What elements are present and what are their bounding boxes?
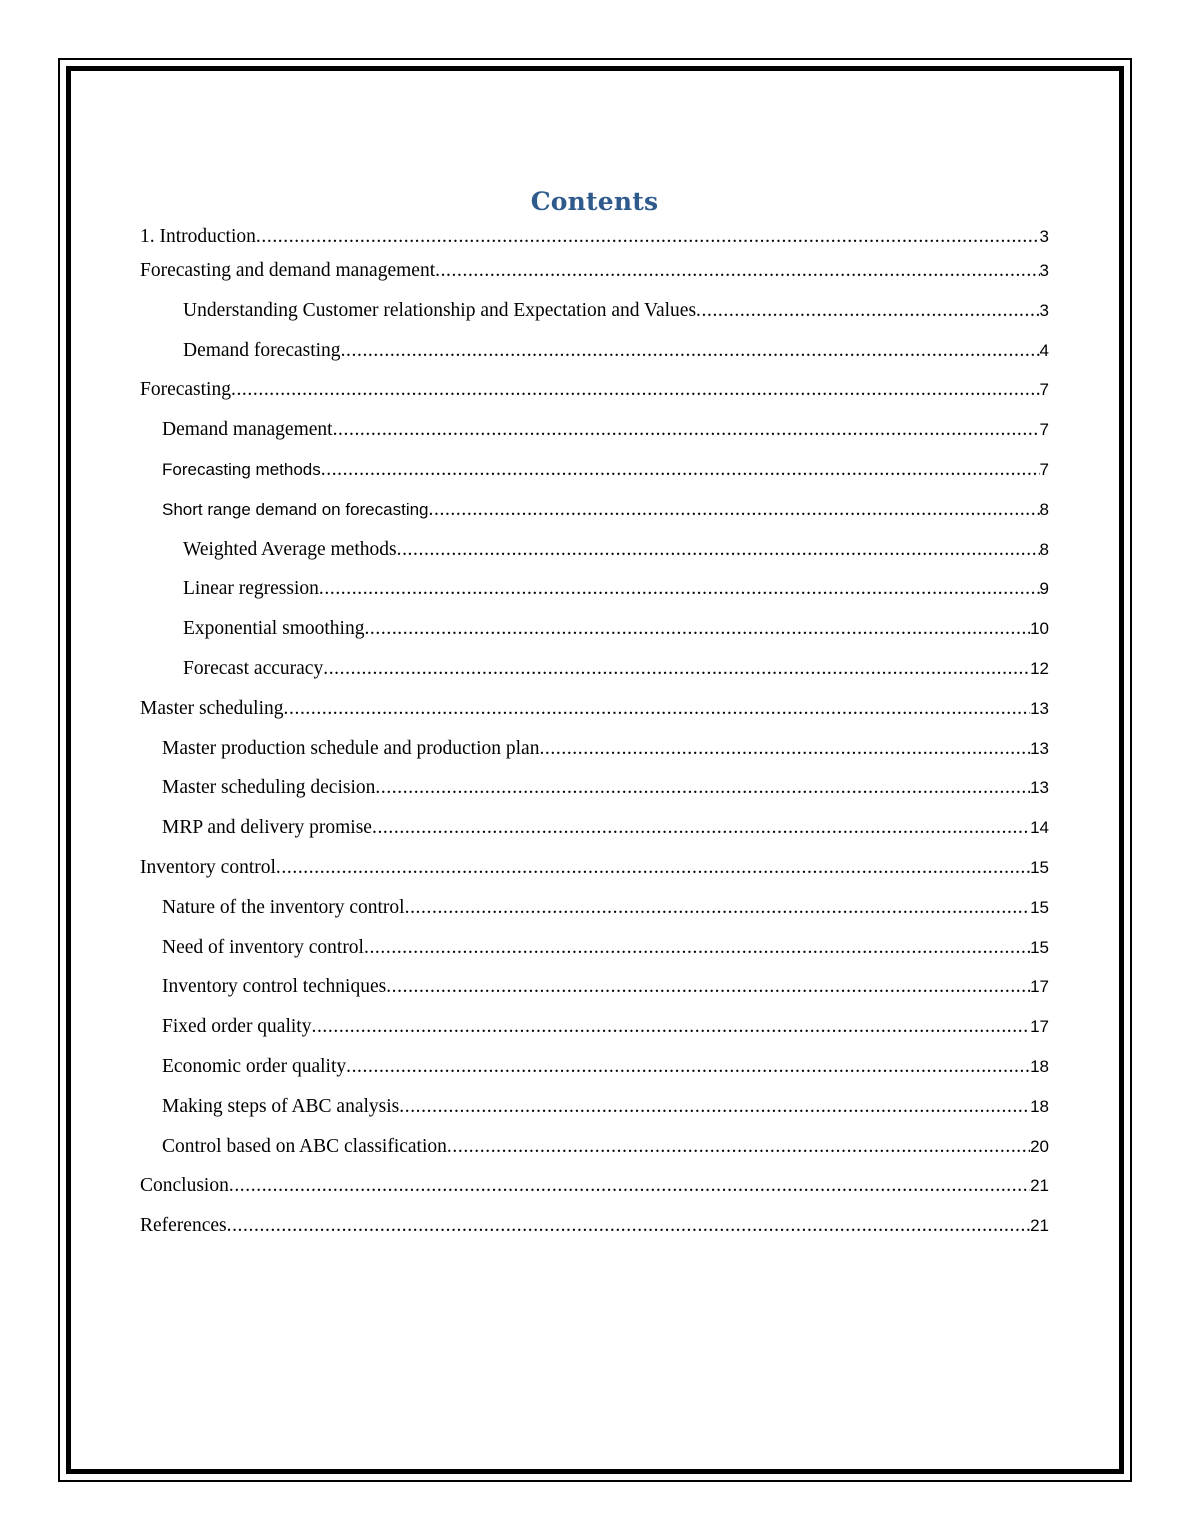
toc-entry-page-number: 15 [1030,897,1049,917]
toc-entry[interactable] [140,614,1049,654]
toc-dot-leader [386,972,1030,1002]
toc-dot-leader [284,694,1031,724]
toc-entry-page-number: 7 [1039,420,1049,440]
toc-entry-text: Forecast accuracy [183,657,324,679]
toc-dot-leader [397,535,1040,565]
toc-dot-leader [696,296,1040,326]
toc-entry-text: Conclusion [140,1175,229,1197]
toc-entry[interactable] [140,222,1049,256]
toc-entry-text: MRP and delivery promise [162,817,372,839]
toc-entry-page-number: 17 [1030,1017,1049,1037]
toc-entry-page-number: 7 [1039,459,1049,479]
toc-entry-page-number: 14 [1030,818,1049,838]
toc-dot-leader [447,1132,1030,1162]
toc-entry[interactable] [140,495,1049,535]
toc-entry-text: Understanding Customer relationship and Expectation and Values [183,299,697,321]
toc-entry-text: Inventory control [140,856,276,878]
toc-entry-text: 1. Introduction [140,226,256,247]
toc-entry-text: Nature of the inventory control [162,896,405,918]
toc-entry-text: Exponential smoothing [183,618,365,640]
toc-entry-page-number: 10 [1030,619,1049,639]
toc-entry[interactable] [140,256,1049,296]
toc-dot-leader [333,415,1040,445]
toc-dot-leader [429,495,1040,525]
toc-dot-leader [364,933,1030,963]
toc-entry-text: Master scheduling decision [162,777,376,799]
toc-entry-text: Weighted Average methods [183,538,397,560]
toc-entry[interactable] [140,933,1049,973]
toc-entry[interactable] [140,813,1049,853]
toc-entry-page-number: 21 [1030,1216,1049,1236]
toc-entry[interactable] [140,296,1049,336]
toc-dot-leader [319,574,1040,604]
toc-entry-page-number: 15 [1030,937,1049,957]
toc-dot-leader [231,375,1040,405]
toc-entry[interactable] [140,375,1049,415]
toc-entry[interactable] [140,1052,1049,1092]
toc-entry-page-number: 17 [1030,977,1049,997]
toc-entry-text: Master production schedule and production plan [162,737,540,759]
toc-entry-page-number: 7 [1039,380,1049,400]
toc-dot-leader [311,1012,1030,1042]
toc-entry-page-number: 21 [1030,1176,1049,1196]
toc-entry-page-number: 13 [1030,738,1049,758]
toc-entry-text: Control based on ABC classification [162,1135,447,1157]
toc-entry-page-number: 18 [1030,1096,1049,1116]
toc-dot-leader [364,614,1030,644]
toc-dot-leader [321,455,1040,485]
toc-entry-text: Forecasting [140,379,231,401]
toc-entry-page-number: 15 [1030,857,1049,877]
toc-entry-text: Forecasting and demand management [140,260,436,281]
toc-title: Contents [530,187,659,216]
toc-entry-text: Demand forecasting [183,339,341,361]
toc-entry-text: Inventory control techniques [162,976,387,998]
toc-entry-page-number: 9 [1039,579,1049,599]
toc-entry-text: Demand management [162,419,333,441]
toc-entry-text: Linear regression [183,578,319,600]
toc-entry-page-number: 8 [1039,539,1049,559]
toc-entry[interactable] [140,455,1049,495]
toc-entry[interactable] [140,654,1049,694]
toc-dot-leader [276,853,1030,883]
toc-entry-page-number: 3 [1039,227,1049,246]
toc-entry-page-number: 13 [1030,778,1049,798]
toc-dot-leader [256,222,1040,252]
toc-entry[interactable] [140,972,1049,1012]
toc-entry[interactable] [140,1211,1049,1251]
toc-dot-leader [399,1092,1030,1122]
toc-entry-text: Forecasting methods [162,459,321,479]
toc-entry-page-number: 12 [1030,658,1049,678]
toc-entry[interactable] [140,694,1049,734]
toc-entry[interactable] [140,415,1049,455]
toc-entry[interactable] [140,336,1049,376]
toc-entry-page-number: 18 [1030,1056,1049,1076]
toc-entry-text: Fixed order quality [162,1016,312,1038]
toc-entry-text: Making steps of ABC analysis [162,1095,400,1117]
toc-entry-page-number: 13 [1030,698,1049,718]
toc-entry-page-number: 4 [1039,340,1049,360]
toc-entry[interactable] [140,574,1049,614]
toc-dot-leader [227,1211,1030,1241]
toc-dot-leader [229,1171,1030,1201]
toc-entry-text: Short range demand on forecasting [162,499,429,519]
toc-dot-leader [375,773,1030,803]
toc-dot-leader [435,256,1039,286]
toc-dot-leader [372,813,1030,843]
table-of-contents [140,182,1049,1251]
toc-dot-leader [346,1052,1030,1082]
toc-entry[interactable] [140,773,1049,813]
toc-entry[interactable] [140,535,1049,575]
toc-list [140,222,1049,1251]
toc-entry-page-number: 20 [1030,1136,1049,1156]
toc-entry[interactable] [140,1092,1049,1132]
toc-dot-leader [323,654,1030,684]
toc-entry-text: Need of inventory control [162,936,364,958]
toc-entry-text: References [140,1215,227,1237]
toc-entry-page-number: 3 [1039,300,1049,320]
toc-entry-page-number: 3 [1039,261,1049,280]
toc-entry-text: Economic order quality [162,1055,347,1077]
toc-entry-text: Master scheduling [140,697,284,719]
toc-entry[interactable] [140,1012,1049,1052]
toc-entry[interactable] [140,853,1049,893]
toc-entry-page-number: 8 [1039,499,1049,519]
toc-entry[interactable] [140,893,1049,933]
toc-dot-leader [341,336,1040,366]
toc-entry[interactable] [140,1171,1049,1211]
toc-entry[interactable] [140,734,1049,774]
toc-entry[interactable] [140,1132,1049,1172]
toc-dot-leader [539,734,1030,764]
toc-dot-leader [405,893,1030,923]
